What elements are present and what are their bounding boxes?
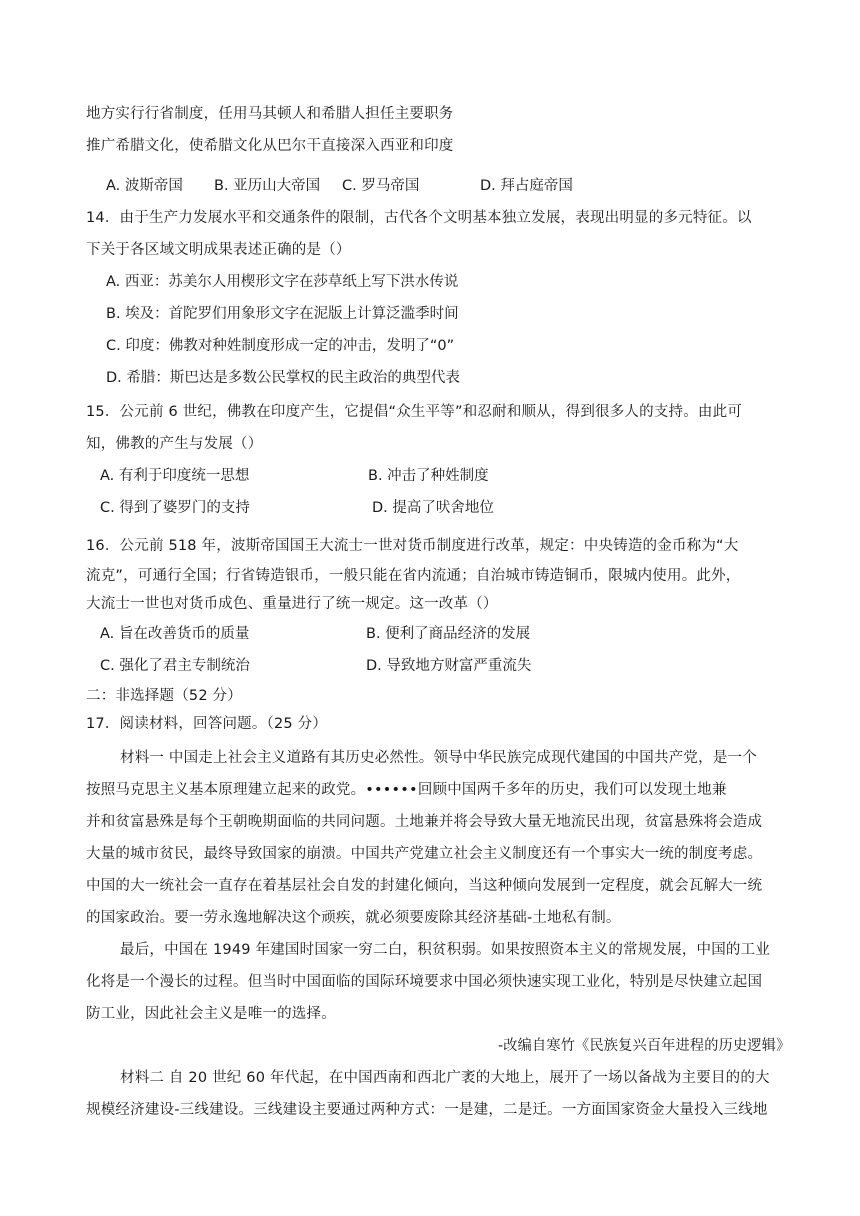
q17-material-1b-line-1: 最后，中国在 1949 年建国时国家一穷二白，积贫积弱。如果按照资本主义的常规发展，中国的工业 bbox=[120, 942, 771, 958]
q14-option-b: B. 埃及：首陀罗们用象形文字在泥版上计算泛滥季时间 bbox=[106, 306, 459, 322]
q13-option-d: D. 拜占庭帝国 bbox=[480, 178, 573, 194]
q17-material-1b-line-3: 防工业，因此社会主义是唯一的选择。 bbox=[86, 1006, 336, 1022]
q17-material-2-line-2: 规模经济建设-三线建设。三线建设主要通过两种方式：一是建，二是迁。一方面国家资金大量投入三线地 bbox=[86, 1102, 768, 1118]
q16-option-c: C. 强化了君主专制统治 bbox=[100, 658, 250, 674]
q17-material-1b-line-2: 化将是一个漫长的过程。但当时中国面临的国际环境要求中国必须快速实现工业化，特别是尽快建立起国 bbox=[86, 974, 763, 990]
q17-material-1-line-4: 大量的城市贫民，最终导致国家的崩溃。中国共产党建立社会主义制度还有一个事实大一统的制度考虑。 bbox=[86, 846, 763, 862]
q17-source-citation: -改编自寒竹《民族复兴百年进程的历史逻辑》 bbox=[498, 1038, 791, 1054]
q13-option-c: C. 罗马帝国 bbox=[342, 178, 420, 194]
q16-stem-3: 大流士一世也对货币成色、重量进行了统一规定。这一改革（） bbox=[86, 596, 498, 612]
q15-stem-2: 知，佛教的产生与发展（） bbox=[86, 436, 263, 452]
q17-material-2-line-1: 材料二 自 20 世纪 60 年代起，在中国西南和西北广袤的大地上，展开了一场以备战为主要目的的大 bbox=[120, 1070, 770, 1086]
q14-option-c: C. 印度：佛教对种姓制度形成一定的冲击，发明了“0” bbox=[106, 338, 455, 354]
q16-option-d: D. 导致地方财富严重流失 bbox=[366, 658, 532, 674]
q15-stem-1: 15．公元前 6 世纪，佛教在印度产生，它提倡“众生平等”和忍耐和顺从，得到很多人的支持。由此可 bbox=[86, 404, 743, 420]
q13-line-1: 地方实行行省制度，任用马其顿人和希腊人担任主要职务 bbox=[86, 106, 454, 122]
q13-option-b: B. 亚历山大帝国 bbox=[214, 178, 321, 194]
q13-line-2: 推广希腊文化，使希腊文化从巴尔干直接深入西亚和印度 bbox=[86, 138, 454, 154]
q17-material-1-line-3: 并和贫富悬殊是每个王朝晚期面临的共同问题。土地兼并将会导致大量无地流民出现，贫富悬殊将会造成 bbox=[86, 814, 763, 830]
q16-option-b: B. 便利了商品经济的发展 bbox=[366, 626, 531, 642]
q14-option-a: A. 西亚：苏美尔人用楔形文字在莎草纸上写下洪水传说 bbox=[106, 274, 459, 290]
q17-stem: 17．阅读材料，回答问题。（25 分） bbox=[86, 716, 328, 732]
q16-stem-1: 16．公元前 518 年，波斯帝国国王大流士一世对货币制度进行改革，规定：中央铸造的金币称为“大 bbox=[86, 538, 739, 554]
q13-option-a: A. 波斯帝国 bbox=[106, 178, 183, 194]
q15-option-b: B. 冲击了种姓制度 bbox=[368, 468, 489, 484]
q17-material-1-line-2: 按照马克思主义基本原理建立起来的政党。••••••回顾中国两千多年的历史，我们可以发现土地兼 bbox=[86, 782, 727, 798]
q17-material-1-line-6: 的国家政治。要一劳永逸地解决这个顽疾，就必须要废除其经济基础-土地私有制。 bbox=[86, 910, 621, 926]
section-heading: 二：非选择题（52 分） bbox=[86, 688, 242, 704]
q14-option-d: D. 希腊：斯巴达是多数公民掌权的民主政治的典型代表 bbox=[106, 370, 460, 386]
q16-option-a: A. 旨在改善货币的质量 bbox=[100, 626, 250, 642]
q15-option-c: C. 得到了婆罗门的支持 bbox=[100, 500, 250, 516]
q17-material-1-line-1: 材料一 中国走上社会主义道路有其历史必然性。领导中华民族完成现代建国的中国共产党，是一个 bbox=[120, 750, 757, 766]
q14-stem-2: 下关于各区域文明成果表述正确的是（） bbox=[86, 242, 351, 258]
q15-option-d: D. 提高了吠舍地位 bbox=[372, 500, 494, 516]
q15-option-a: A. 有利于印度统一思想 bbox=[100, 468, 250, 484]
q17-material-1-line-5: 中国的大一统社会一直存在着基层社会自发的封建化倾向，当这种倾向发展到一定程度，就会瓦解大一统 bbox=[86, 878, 763, 894]
q16-stem-2: 流克”，可通行全国；行省铸造银币，一般只能在省内流通；自治城市铸造铜币，限城内使用。此外， bbox=[86, 568, 741, 584]
q14-stem-1: 14．由于生产力发展水平和交通条件的限制，古代各个文明基本独立发展，表现出明显的多元特征。以 bbox=[86, 210, 752, 226]
